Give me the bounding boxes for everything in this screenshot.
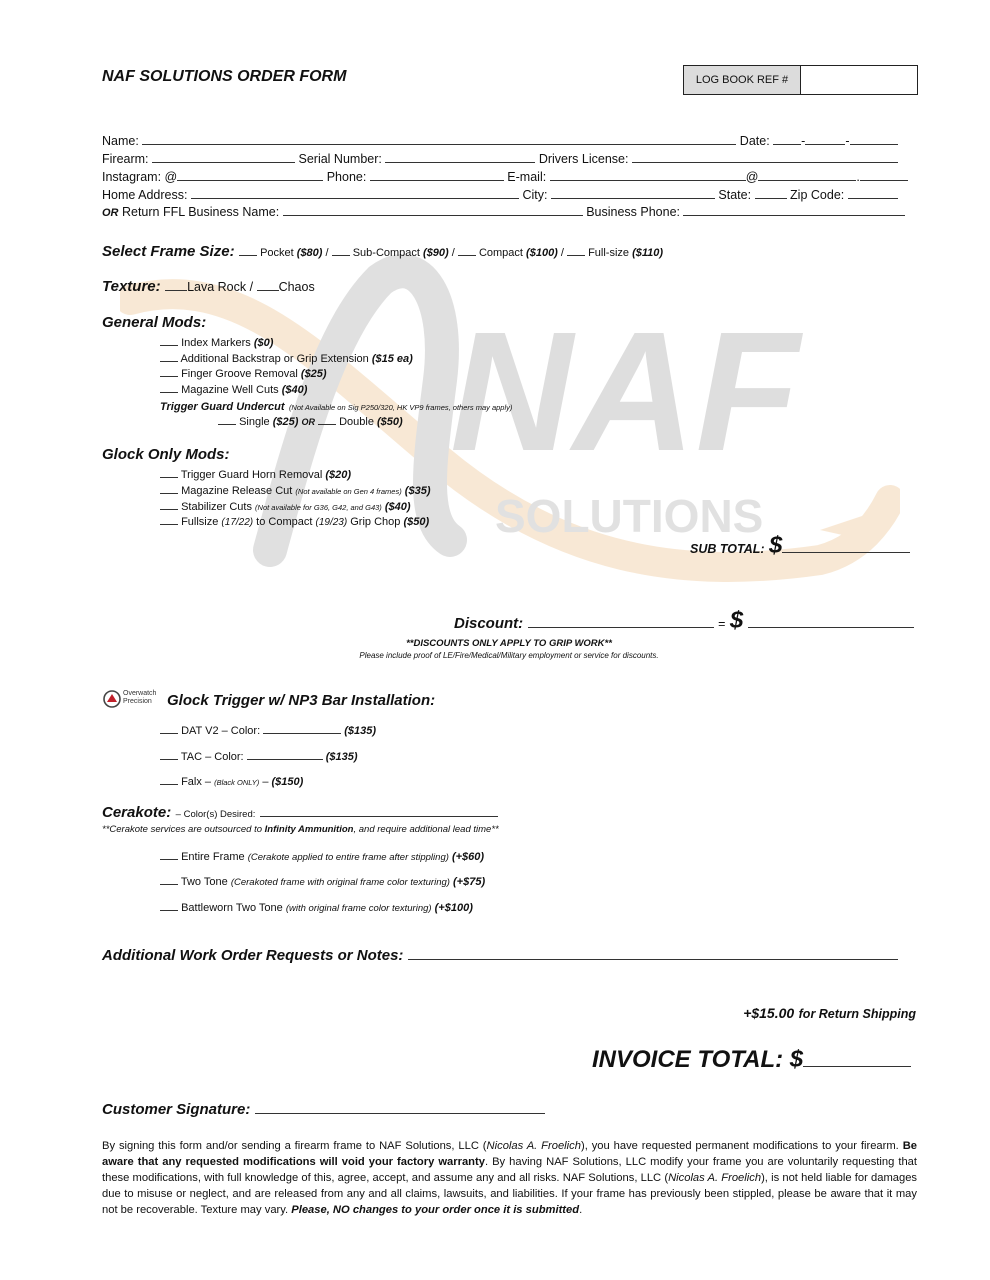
finger-groove-label: Finger Groove Removal	[181, 368, 298, 380]
naf-logo-watermark	[120, 240, 900, 620]
finger-groove-price: ($25)	[300, 368, 327, 380]
state-label: State:	[718, 188, 752, 202]
stabilizer-label: Stabilizer Cuts	[181, 501, 252, 513]
subtotal-row	[690, 532, 910, 560]
serial-number-field[interactable]	[385, 151, 535, 163]
drivers-license-field[interactable]	[632, 151, 898, 163]
date-year-field[interactable]	[850, 133, 898, 145]
mag-release-note: (Not available on Gen 4 frames)	[295, 487, 402, 496]
compact-checkbox[interactable]	[458, 244, 476, 256]
grip-chop-to: (19/23)	[315, 517, 348, 528]
texture-heading: Texture:	[102, 278, 161, 295]
log-book-ref-label: LOG BOOK REF #	[684, 66, 801, 94]
general-mods-heading: General Mods:	[102, 314, 207, 331]
overwatch-logo-line1: Overwatch	[123, 690, 157, 697]
firearm-label: Firearm:	[102, 152, 149, 166]
grip-chop-price: ($50)	[403, 516, 430, 528]
invoice-total-label: INVOICE TOTAL: $	[592, 1046, 804, 1073]
discount-note: **DISCOUNTS ONLY APPLY TO GRIP WORK**	[406, 638, 612, 649]
index-markers-item	[160, 334, 273, 349]
backstrap-item	[160, 350, 413, 365]
single-undercut-label: Single	[239, 416, 270, 428]
grip-chop-mid: to Compact	[256, 516, 313, 528]
signature-field[interactable]	[255, 1102, 545, 1114]
falx-item	[160, 773, 303, 788]
mag-release-price: ($35)	[404, 485, 431, 497]
business-phone-label: Business Phone:	[586, 205, 680, 219]
stabilizer-note: (Not available for G36, G42, and G43)	[255, 503, 382, 512]
full-size-price: ($110)	[632, 247, 664, 259]
mag-release-item	[160, 482, 430, 497]
email-at: @	[745, 170, 759, 184]
invoice-total-row	[592, 1046, 911, 1074]
grip-chop-from: (17/22)	[221, 517, 254, 528]
undercut-label: Trigger Guard Undercut	[160, 401, 285, 413]
horn-removal-checkbox[interactable]	[160, 466, 178, 478]
shipping-row	[743, 1005, 916, 1023]
shipping-label: for Return Shipping	[798, 1007, 916, 1021]
discount-proof-note: Please include proof of LE/Fire/Medical/Military employment or service for discounts.	[359, 651, 659, 660]
battleworn-note: (with original frame color texturing)	[285, 903, 432, 914]
firearm-row	[102, 151, 898, 166]
cerakote-colors-field[interactable]	[260, 805, 498, 817]
falx-dash: –	[262, 776, 269, 788]
horn-removal-item	[160, 466, 351, 481]
zip-code-label: Zip Code:	[790, 188, 845, 202]
two-tone-checkbox[interactable]	[160, 873, 178, 885]
cerakote-note-pre: **Cerakote services are outsourced to	[102, 824, 262, 835]
full-size-label: Full-size	[588, 247, 630, 259]
date-label: Date:	[739, 134, 770, 148]
date-day-field[interactable]	[805, 133, 845, 145]
finger-groove-item	[160, 365, 327, 380]
sub-compact-label: Sub-Compact	[352, 247, 420, 259]
city-field[interactable]	[551, 187, 715, 199]
notes-row	[102, 947, 898, 965]
home-address-label: Home Address:	[102, 188, 188, 202]
legal-text-3: . By having NAF Solutions, LLC modify your frame you are voluntarily requesting that these modifications, with full knowledge of this, agree, accept, and assume any and all risks. NAF Solutions, LLC (	[102, 1156, 917, 1184]
dat-v2-item	[160, 722, 376, 737]
tac-price: ($135)	[325, 751, 358, 763]
battleworn-price: (+$100)	[434, 902, 473, 914]
signature-row	[102, 1101, 545, 1119]
ffl-row	[102, 204, 905, 219]
or-label: OR	[102, 207, 119, 219]
battleworn-item	[160, 899, 473, 914]
single-undercut-price: ($25)	[272, 416, 299, 428]
cerakote-heading: Cerakote:	[102, 804, 172, 821]
email-domain-field[interactable]	[758, 169, 856, 181]
contact-row	[102, 169, 908, 184]
falx-label: Falx –	[181, 776, 212, 788]
backstrap-checkbox[interactable]	[160, 350, 178, 362]
legal-name-2: Nicolas A. Froelich	[668, 1172, 762, 1184]
legal-no-changes-warning: Please, NO changes to your order once it is submitted	[291, 1204, 580, 1216]
double-undercut-label: Double	[339, 416, 374, 428]
undercut-options	[218, 413, 403, 428]
lava-rock-checkbox[interactable]	[165, 279, 187, 291]
state-field[interactable]	[755, 187, 787, 199]
backstrap-label: Additional Backstrap or Grip Extension	[180, 353, 369, 365]
notes-label: Additional Work Order Requests or Notes:	[102, 947, 404, 964]
legal-text-2: ), you have requested permanent modifications to your firearm.	[580, 1140, 899, 1152]
discount-amount-field[interactable]	[748, 616, 914, 628]
dat-v2-label: DAT V2 – Color:	[181, 725, 261, 737]
index-markers-checkbox[interactable]	[160, 334, 178, 346]
discount-dollar: $	[729, 607, 744, 634]
pocket-label: Pocket	[260, 247, 294, 259]
subtotal-label: SUB TOTAL:	[690, 542, 765, 556]
dat-v2-price: ($135)	[344, 725, 377, 737]
frame-size-row: Select Frame Size: Pocket ($80) / Sub-Compact ($90) / Compact ($100) / Full-size ($110)	[102, 243, 664, 260]
drivers-license-label: Drivers License:	[538, 152, 629, 166]
dat-v2-color-field[interactable]	[263, 722, 341, 734]
discount-field[interactable]	[528, 616, 714, 628]
sub-compact-price: ($90)	[423, 247, 449, 259]
business-phone-field[interactable]	[683, 204, 905, 216]
legal-name-1: Nicolas A. Froelich	[486, 1140, 581, 1152]
instagram-field[interactable]	[177, 169, 323, 181]
shipping-amount: +$15.00	[743, 1005, 795, 1021]
single-undercut-checkbox[interactable]	[218, 413, 236, 425]
tac-item	[160, 748, 358, 763]
battleworn-label: Battleworn Two Tone	[181, 902, 283, 914]
name-field[interactable]	[142, 133, 736, 145]
phone-label: Phone:	[326, 170, 367, 184]
tac-label: TAC – Color:	[180, 751, 244, 763]
battleworn-checkbox[interactable]	[160, 899, 178, 911]
sub-compact-checkbox[interactable]	[332, 244, 350, 256]
entire-frame-checkbox[interactable]	[160, 848, 178, 860]
dat-v2-checkbox[interactable]	[160, 722, 178, 734]
overwatch-logo-line2: Precision	[123, 698, 152, 705]
email-dot: .	[856, 170, 860, 184]
instagram-label: Instagram: @	[102, 170, 178, 184]
undercut-note: (Not Available on Sig P250/320, HK VP9 frames, others may apply)	[288, 403, 513, 412]
texture-row: Texture: Lava Rock / Chaos	[102, 278, 315, 295]
entire-frame-item	[160, 848, 484, 863]
legal-text-4: ), is not held liable for damages due to misuse or neglect, and are released from any and all claims, lawsuits, and liabilities. If your frame has previously been stippled, please be aware that it may not be recoverable. Texture may vary.	[102, 1172, 918, 1216]
double-undercut-price: ($50)	[377, 416, 403, 428]
grip-chop-pre: Fullsize	[181, 516, 219, 528]
mag-well-item	[160, 381, 307, 396]
legal-text-1: By signing this form and/or sending a firearm frame to NAF Solutions, LLC (	[102, 1140, 487, 1152]
trigger-heading: Glock Trigger w/ NP3 Bar Installation:	[167, 692, 436, 709]
stabilizer-checkbox[interactable]	[160, 498, 178, 510]
mag-well-checkbox[interactable]	[160, 381, 178, 393]
cerakote-colors-label: – Color(s) Desired:	[175, 809, 256, 820]
chaos-label: Chaos	[278, 280, 315, 294]
city-label: City:	[522, 188, 548, 202]
discount-label: Discount:	[454, 615, 524, 632]
two-tone-note: (Cerakoted frame with original frame color texturing)	[230, 877, 450, 888]
ffl-business-name-label: Return FFL Business Name:	[121, 205, 280, 219]
mag-well-price: ($40)	[281, 384, 308, 396]
two-tone-price: (+$75)	[453, 876, 486, 888]
email-label: E-mail:	[507, 170, 547, 184]
address-row	[102, 187, 898, 202]
form-title: NAF SOLUTIONS ORDER FORM	[102, 68, 347, 85]
zip-code-field[interactable]	[848, 187, 898, 199]
grip-chop-item	[160, 513, 429, 528]
cerakote-row	[102, 804, 498, 822]
log-book-ref-box	[683, 65, 918, 95]
undercut-or: OR	[301, 417, 315, 427]
subtotal-dollar: $	[768, 532, 783, 559]
cerakote-note-brand: Infinity Ammunition	[264, 824, 354, 835]
finger-groove-checkbox[interactable]	[160, 365, 178, 377]
entire-frame-price: (+$60)	[451, 851, 485, 863]
compact-price: ($100)	[526, 247, 558, 259]
tac-color-field[interactable]	[247, 748, 323, 760]
mag-release-label: Magazine Release Cut	[181, 485, 293, 497]
horn-removal-label: Trigger Guard Horn Removal	[180, 469, 323, 481]
grip-chop-checkbox[interactable]	[160, 513, 178, 525]
invoice-total-field[interactable]	[803, 1048, 911, 1067]
lava-rock-label: Lava Rock	[187, 280, 247, 294]
date-month-field[interactable]	[773, 133, 801, 145]
email-user-field[interactable]	[550, 169, 746, 181]
glock-mods-heading: Glock Only Mods:	[102, 446, 230, 463]
horn-removal-price: ($20)	[325, 469, 352, 481]
watermark-word: SOLUTIONS	[495, 490, 764, 542]
cerakote-note-post: , and require additional lead time**	[353, 824, 499, 835]
pocket-price: ($80)	[296, 247, 323, 259]
backstrap-price: ($15 ea)	[371, 353, 413, 365]
entire-frame-label: Entire Frame	[181, 851, 245, 863]
index-markers-label: Index Markers	[181, 337, 251, 349]
name-row: Name: Date: - -	[102, 133, 898, 148]
chaos-checkbox[interactable]	[257, 279, 279, 291]
serial-number-label: Serial Number:	[298, 152, 382, 166]
falx-price: ($150)	[271, 776, 304, 788]
notes-field[interactable]	[408, 948, 898, 960]
signature-label: Customer Signature:	[102, 1101, 251, 1118]
stabilizer-price: ($40)	[384, 501, 411, 513]
legal-text-5: .	[579, 1204, 583, 1216]
cerakote-note	[102, 824, 499, 835]
watermark-letters: NAF	[450, 297, 800, 487]
two-tone-label: Two Tone	[180, 876, 228, 888]
falx-checkbox[interactable]	[160, 773, 178, 785]
email-tld-field[interactable]	[860, 169, 908, 181]
grip-chop-post: Grip Chop	[350, 516, 401, 528]
home-address-field[interactable]	[191, 187, 519, 199]
falx-note: (Black ONLY)	[214, 778, 260, 787]
double-undercut-checkbox[interactable]	[318, 413, 336, 425]
entire-frame-note: (Cerakote applied to entire frame after stippling)	[247, 852, 449, 863]
two-tone-item	[160, 873, 485, 888]
log-book-ref-field[interactable]	[802, 66, 917, 94]
legal-warranty-warning: Be aware that any requested modifications will void your factory warranty	[102, 1140, 918, 1168]
name-label: Name:	[102, 134, 139, 148]
mag-release-checkbox[interactable]	[160, 482, 178, 494]
discount-equals: =	[718, 617, 726, 631]
index-markers-price: ($0)	[253, 337, 274, 349]
pocket-checkbox[interactable]	[239, 244, 257, 256]
mag-well-label: Magazine Well Cuts	[181, 384, 279, 396]
frame-size-heading: Select Frame Size:	[102, 243, 235, 260]
compact-label: Compact	[478, 247, 523, 259]
tac-checkbox[interactable]	[160, 748, 178, 760]
stabilizer-item	[160, 498, 411, 513]
discount-row	[454, 607, 914, 635]
full-size-checkbox[interactable]	[567, 244, 585, 256]
ffl-business-name-field[interactable]	[283, 204, 583, 216]
overwatch-emblem-icon	[102, 689, 122, 709]
legal-disclaimer	[102, 1138, 917, 1218]
firearm-field[interactable]	[152, 151, 295, 163]
phone-field[interactable]	[370, 169, 504, 181]
subtotal-field[interactable]	[782, 541, 910, 553]
